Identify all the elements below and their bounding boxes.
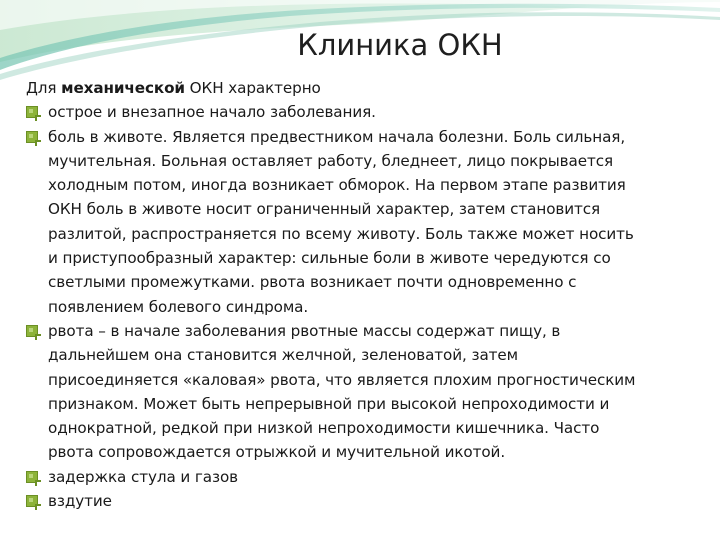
list-item-line: дальнейшем она становится желчной, зеленоватой, затем	[48, 346, 518, 365]
list-item-line: ОКН боль в животе носит ограниченный характер, затем становится	[48, 200, 601, 219]
list-item	[26, 465, 710, 489]
list-item-line: появлением болевого синдрома.	[48, 297, 309, 316]
list-item	[26, 489, 710, 513]
intro-bold: механической	[61, 79, 185, 97]
list-item-line: мучительная. Больная оставляет работу, бледнеет, лицо покрывается	[48, 151, 613, 170]
list-item-line: рвота сопровождается отрыжкой и мучительной икотой.	[48, 443, 506, 462]
slide-body	[26, 76, 710, 513]
list-item	[26, 125, 710, 319]
square-bullet-icon	[26, 471, 38, 483]
intro-suffix: ОКН характерно	[184, 79, 321, 97]
list-item-line: холодным потом, иногда возникает обморок. На первом этапе развития	[48, 176, 626, 195]
list-item-line: однократной, редкой при низкой непроходимости кишечника. Часто	[48, 419, 600, 438]
list-item	[26, 319, 710, 465]
list-item	[26, 100, 710, 124]
list-item-line: острое и внезапное начало заболевания.	[48, 103, 376, 122]
intro-line	[26, 76, 710, 100]
list-item-line: рвота – в начале заболевания рвотные массы содержат пищу, в	[48, 321, 561, 340]
square-bullet-icon	[26, 106, 38, 118]
bullet-list	[26, 100, 710, 513]
slide-title: Клиника ОКН	[297, 28, 503, 62]
list-item-line: присоединяется «каловая» рвота, что является плохим прогностическим	[48, 370, 636, 389]
list-item-line: и приступообразный характер: сильные боли в животе чередуются со	[48, 249, 611, 268]
list-item-line: разлитой, распространяется по всему животу. Боль также может носить	[48, 224, 634, 243]
list-item-line: светлыми промежутками. рвота возникает почти одновременно с	[48, 273, 577, 292]
square-bullet-icon	[26, 495, 38, 507]
square-bullet-icon	[26, 131, 38, 143]
list-item-line: вздутие	[48, 492, 112, 511]
square-bullet-icon	[26, 325, 38, 337]
list-item-line: боль в животе. Является предвестником начала болезни. Боль сильная,	[48, 127, 626, 146]
list-item-line: задержка стула и газов	[48, 467, 238, 486]
list-item-line: признаком. Может быть непрерывной при высокой непроходимости и	[48, 394, 610, 413]
intro-prefix: Для	[26, 79, 62, 97]
